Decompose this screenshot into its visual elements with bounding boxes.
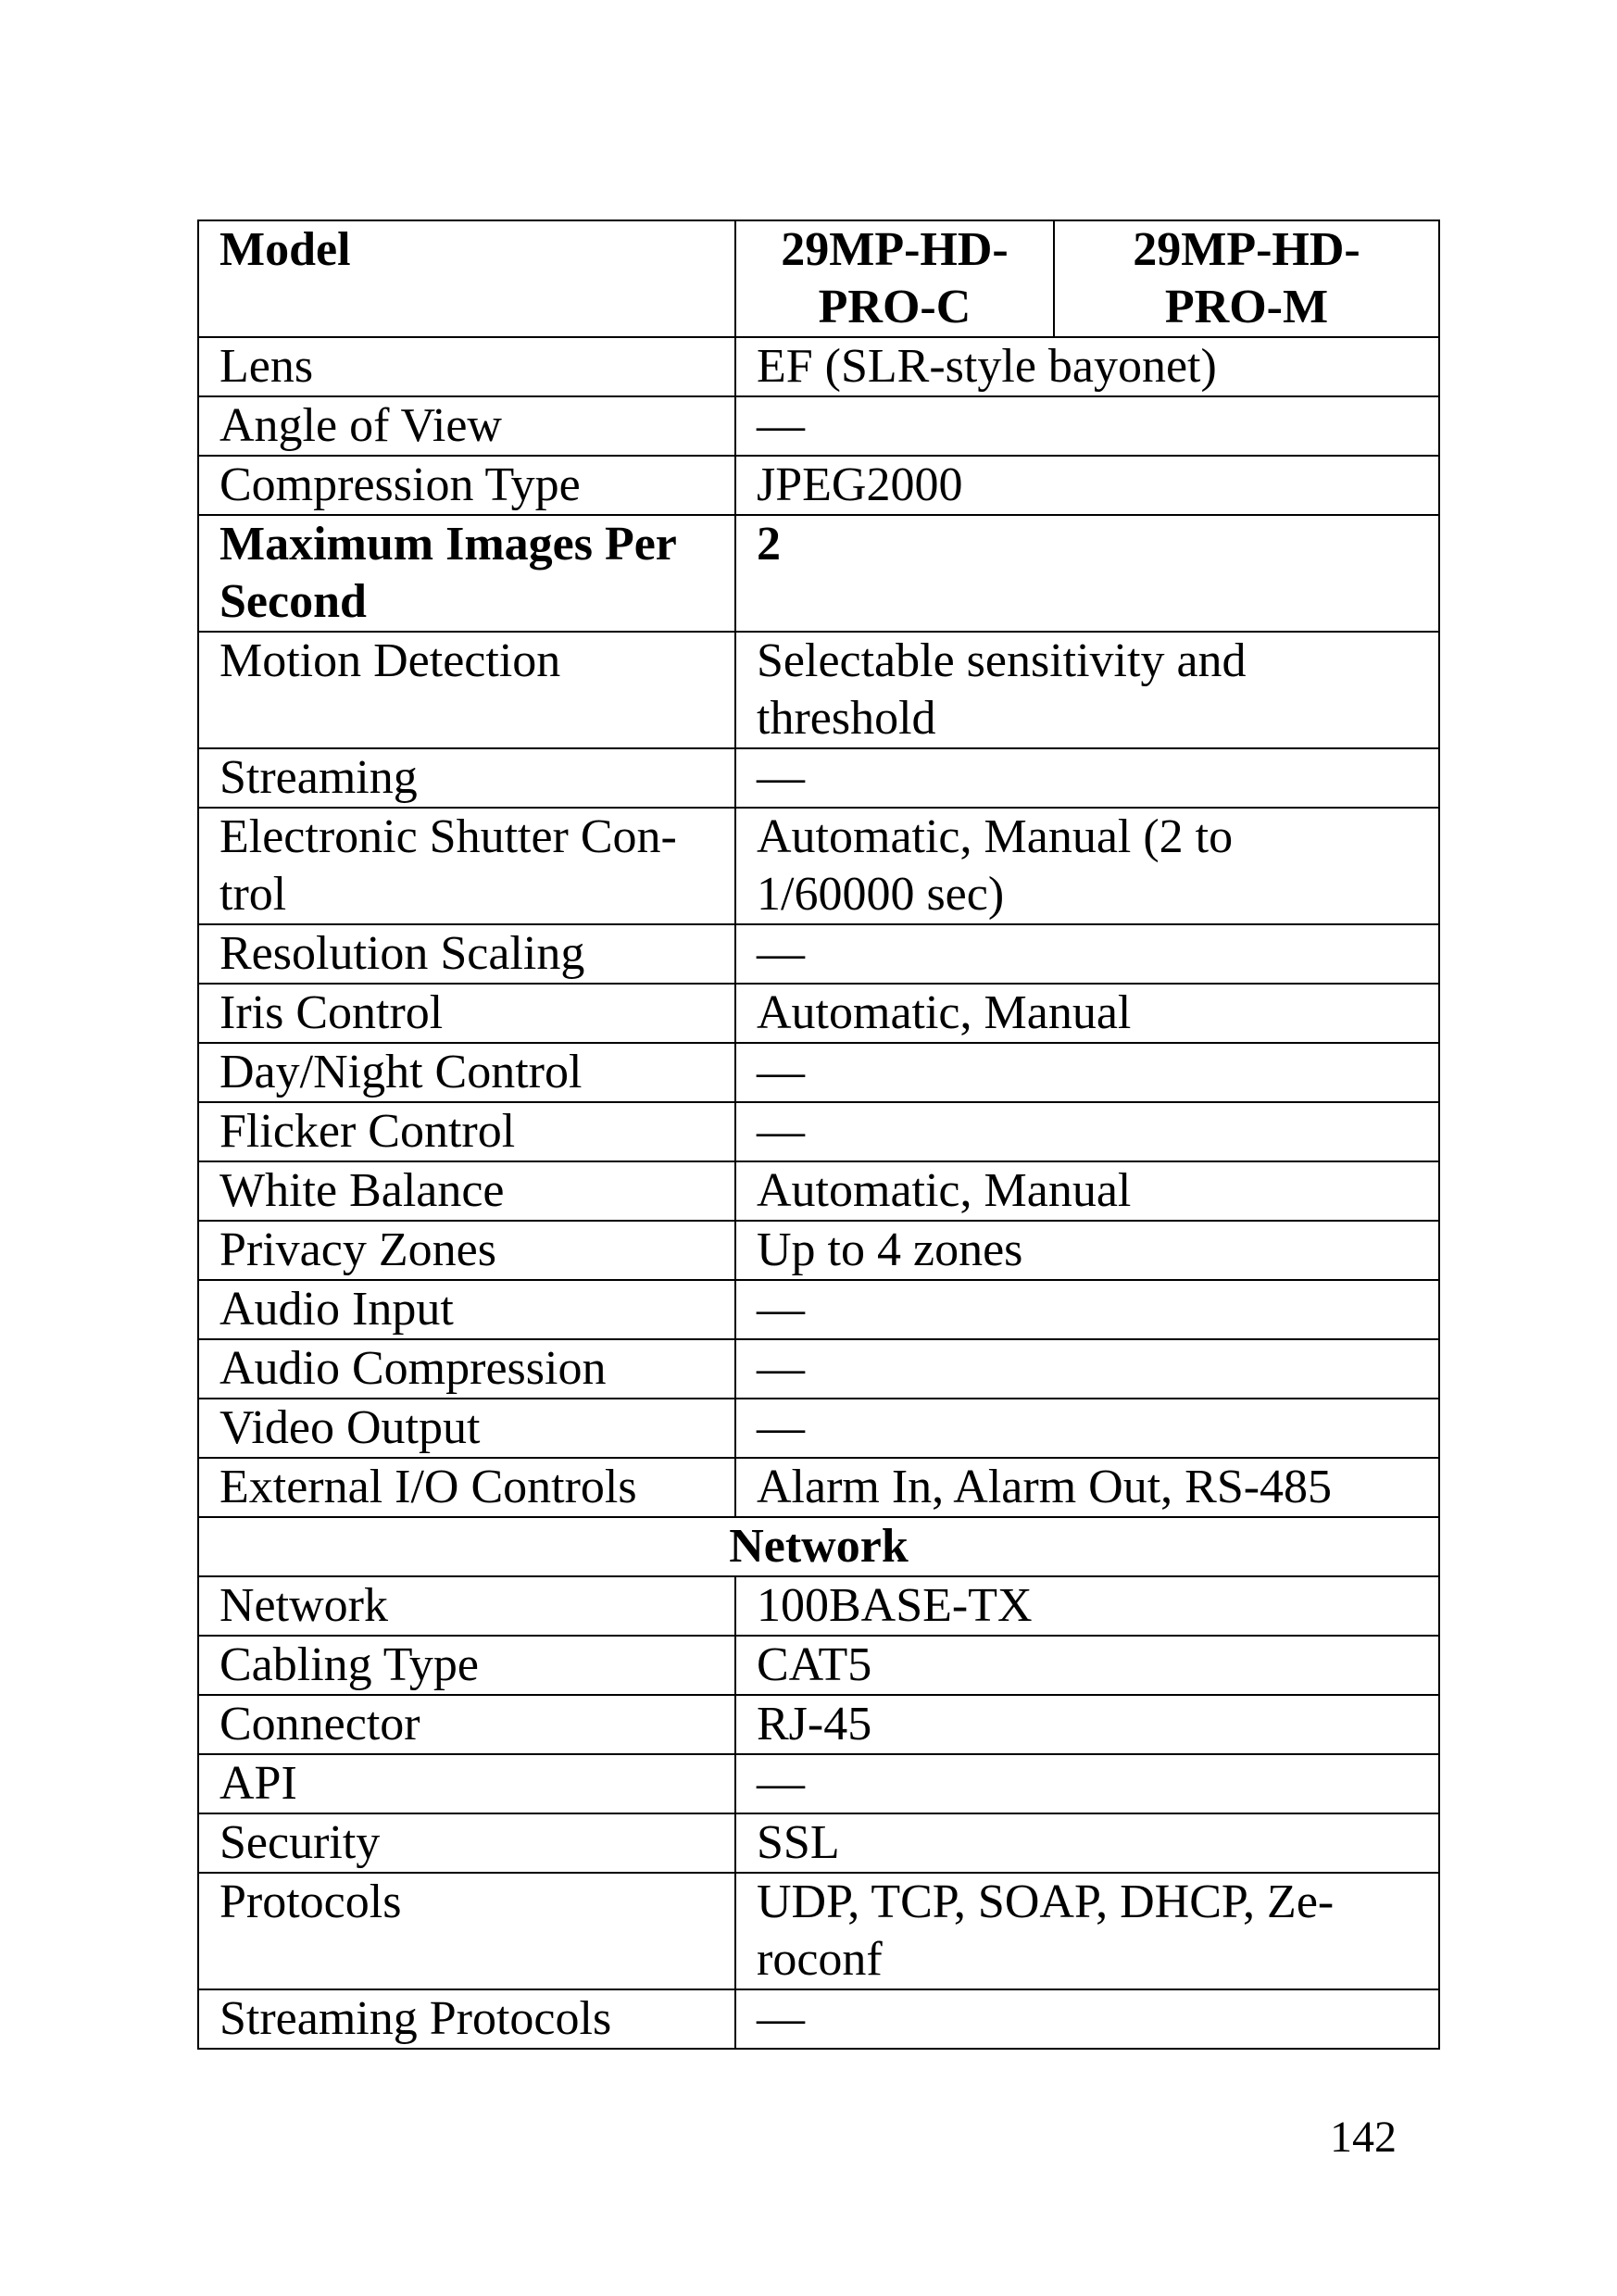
spec-value-line: — (757, 1046, 805, 1098)
spec-label-cell (198, 456, 735, 515)
spec-label-line: White Balance (219, 1164, 505, 1217)
spec-value-cell (735, 748, 1439, 808)
spec-value-cell (735, 515, 1439, 632)
spec-row (198, 808, 1439, 924)
spec-label-line: Security (219, 1816, 381, 1869)
spec-value-line: CAT5 (757, 1638, 872, 1691)
model-m-line-2: PRO-M (1164, 281, 1329, 333)
spec-label-cell (198, 1754, 735, 1813)
spec-row (198, 1221, 1439, 1280)
spec-label-line: Second (219, 575, 367, 628)
spec-row (198, 924, 1439, 984)
spec-row (198, 984, 1439, 1043)
spec-row (198, 632, 1439, 748)
spec-value-cell (735, 1576, 1439, 1636)
spec-value-line: — (757, 1283, 805, 1336)
spec-value-cell (735, 1102, 1439, 1161)
spec-label-line: Lens (219, 340, 314, 393)
spec-label-cell (198, 515, 735, 632)
spec-label-cell (198, 1339, 735, 1399)
network-spec-row (198, 1873, 1439, 1989)
spec-row (198, 1399, 1439, 1458)
spec-value-cell (735, 984, 1439, 1043)
spec-label-cell (198, 1399, 735, 1458)
network-spec-row (198, 1636, 1439, 1695)
network-spec-row (198, 1754, 1439, 1813)
spec-label-line: Connector (219, 1698, 420, 1750)
spec-value-cell (735, 1399, 1439, 1458)
spec-value-line: 1/60000 sec) (757, 868, 1005, 921)
spec-value-line: — (757, 399, 805, 452)
spec-row (198, 1102, 1439, 1161)
spec-label-line: Iris Control (219, 986, 444, 1039)
spec-value-cell (735, 1161, 1439, 1221)
spec-label-cell (198, 1813, 735, 1873)
spec-value-cell (735, 456, 1439, 515)
network-section-title: Network (198, 1517, 1439, 1576)
spec-table (197, 220, 1440, 2050)
spec-label-line: Electronic Shutter Con- (219, 810, 677, 863)
spec-value-line: — (757, 1401, 805, 1454)
spec-value-cell (735, 1695, 1439, 1754)
spec-label-cell (198, 1458, 735, 1517)
spec-value-cell (735, 1339, 1439, 1399)
spec-label-cell (198, 337, 735, 396)
spec-label-cell (198, 632, 735, 748)
spec-label-line: Cabling Type (219, 1638, 479, 1691)
spec-label-cell (198, 1043, 735, 1102)
spec-label-line: Motion Detection (219, 634, 561, 687)
spec-label-cell (198, 924, 735, 984)
spec-label-line: trol (219, 868, 287, 921)
spec-value-line: SSL (757, 1816, 840, 1869)
spec-row (198, 1339, 1439, 1399)
spec-value-line: — (757, 751, 805, 804)
spec-table-body (198, 220, 1439, 2049)
network-spec-row (198, 1813, 1439, 1873)
spec-label-line: Privacy Zones (219, 1223, 496, 1276)
spec-value-line: Automatic, Manual (757, 986, 1132, 1039)
spec-label-line: Flicker Control (219, 1105, 516, 1158)
spec-row (198, 337, 1439, 396)
spec-row (198, 1161, 1439, 1221)
spec-value-cell (735, 337, 1439, 396)
spec-value-line: EF (SLR-style bayonet) (757, 340, 1217, 393)
spec-label-line: Streaming Protocols (219, 1992, 612, 2045)
page-number: 142 (1330, 2113, 1397, 2162)
spec-label-line: Maximum Images Per (219, 518, 677, 571)
spec-label-cell (198, 1873, 735, 1989)
spec-label-line: Protocols (219, 1876, 402, 1928)
spec-label-cell (198, 1102, 735, 1161)
spec-value-line: UDP, TCP, SOAP, DHCP, Ze- (757, 1876, 1335, 1928)
spec-row (198, 396, 1439, 456)
model-header-row (198, 220, 1439, 337)
model-m-header (1054, 220, 1439, 337)
spec-label-cell (198, 808, 735, 924)
spec-row (198, 748, 1439, 808)
spec-value-line: roconf (757, 1933, 883, 1986)
spec-label-cell (198, 748, 735, 808)
spec-value-cell (735, 1754, 1439, 1813)
spec-label-line: Resolution Scaling (219, 927, 585, 980)
spec-label-line: API (219, 1757, 297, 1810)
spec-value-line: — (757, 1757, 805, 1810)
spec-value-cell (735, 1043, 1439, 1102)
model-c-line-1: 29MP-HD- (781, 223, 1009, 276)
model-c-line-2: PRO-C (818, 281, 971, 333)
model-m-line-1: 29MP-HD- (1133, 223, 1360, 276)
spec-label-line: Day/Night Control (219, 1046, 583, 1098)
spec-value-cell (735, 1636, 1439, 1695)
spec-label-line: External I/O Controls (219, 1461, 637, 1513)
network-spec-row (198, 1989, 1439, 2049)
spec-value-cell (735, 1221, 1439, 1280)
spec-value-line: Automatic, Manual (2 to (757, 810, 1234, 863)
spec-row (198, 1043, 1439, 1102)
spec-value-line: 2 (757, 518, 781, 571)
spec-label-line: Video Output (219, 1401, 481, 1454)
model-label (198, 220, 735, 337)
spec-row (198, 515, 1439, 632)
spec-label-line: Audio Compression (219, 1342, 607, 1395)
spec-value-line: RJ-45 (757, 1698, 872, 1750)
network-section-row (198, 1517, 1439, 1576)
model-label-text: Model (219, 223, 351, 276)
spec-value-line: Automatic, Manual (757, 1164, 1132, 1217)
spec-value-line: 100BASE-TX (757, 1579, 1033, 1632)
spec-value-line: Selectable sensitivity and (757, 634, 1247, 687)
spec-value-cell (735, 1873, 1439, 1989)
spec-value-line: threshold (757, 692, 936, 745)
spec-value-cell (735, 632, 1439, 748)
spec-value-line: Alarm In, Alarm Out, RS-485 (757, 1461, 1333, 1513)
spec-label-line: Compression Type (219, 458, 581, 511)
spec-value-line: JPEG2000 (757, 458, 963, 511)
model-c-header (735, 220, 1054, 337)
spec-value-cell (735, 808, 1439, 924)
spec-label-cell (198, 1280, 735, 1339)
spec-value-cell (735, 1280, 1439, 1339)
spec-value-cell (735, 1813, 1439, 1873)
spec-label-cell (198, 1161, 735, 1221)
spec-label-line: Streaming (219, 751, 418, 804)
spec-label-cell (198, 1989, 735, 2049)
spec-label-line: Audio Input (219, 1283, 454, 1336)
spec-label-cell (198, 984, 735, 1043)
spec-row (198, 1458, 1439, 1517)
spec-row (198, 1280, 1439, 1339)
spec-label-line: Angle of View (219, 399, 502, 452)
spec-label-cell (198, 1695, 735, 1754)
spec-label-line: Network (219, 1579, 388, 1632)
spec-value-line: — (757, 927, 805, 980)
spec-label-cell (198, 396, 735, 456)
spec-value-line: — (757, 1105, 805, 1158)
network-spec-row (198, 1695, 1439, 1754)
spec-row (198, 456, 1439, 515)
spec-value-cell (735, 1989, 1439, 2049)
spec-value-cell (735, 396, 1439, 456)
spec-value-line: Up to 4 zones (757, 1223, 1023, 1276)
spec-label-cell (198, 1221, 735, 1280)
spec-label-cell (198, 1576, 735, 1636)
spec-value-line: — (757, 1342, 805, 1395)
spec-value-cell (735, 1458, 1439, 1517)
spec-value-line: — (757, 1992, 805, 2045)
spec-label-cell (198, 1636, 735, 1695)
spec-value-cell (735, 924, 1439, 984)
network-spec-row (198, 1576, 1439, 1636)
